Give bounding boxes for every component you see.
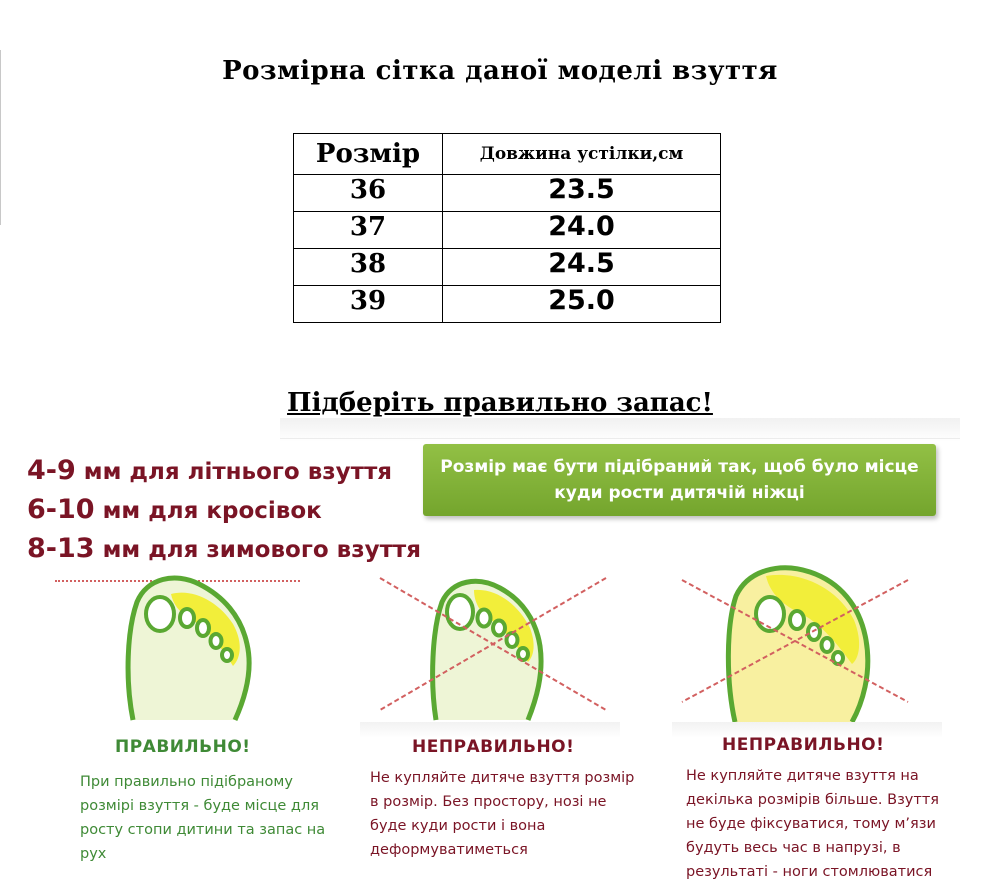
verdict-too-large: НЕПРАВИЛЬНО!: [722, 735, 885, 755]
description-correct: [80, 770, 350, 866]
reserve-range: 6-10: [27, 494, 95, 525]
description-line: будуть весь час в напрузі, в: [686, 840, 901, 856]
tip-box: [423, 444, 936, 516]
size-header: Розмір: [294, 134, 443, 175]
size-cell: 38: [294, 249, 443, 286]
reserve-label: мм для зимового взуття: [94, 537, 421, 563]
description-line: деформуватиметься: [370, 842, 528, 858]
description-too-large: [686, 764, 976, 884]
table-row: [294, 212, 721, 249]
table-row: [294, 249, 721, 286]
reserve-sneakers: [27, 494, 322, 525]
guide-line: [280, 438, 960, 439]
reserve-label: мм для літнього взуття: [75, 459, 393, 485]
length-cell: 24.5: [443, 249, 721, 286]
description-line: декілька розмірів більше. Взуття: [686, 792, 939, 808]
description-line: рух: [80, 846, 107, 862]
foot-too-large-icon: [680, 562, 910, 722]
table-row: [294, 175, 721, 212]
description-line: При правильно підібраному: [80, 774, 293, 790]
length-cell: 25.0: [443, 286, 721, 323]
reserve-winter: [27, 533, 421, 564]
size-cell: 36: [294, 175, 443, 212]
reserve-label: мм для кросівок: [94, 498, 322, 524]
reserve-range: 8-13: [27, 533, 95, 564]
description-line: розмірі взуття - буде місце для: [80, 798, 319, 814]
description-line: буде куди рости і вона: [370, 818, 546, 834]
tip-line-2: куди рости дитячій ніжці: [554, 483, 805, 503]
foot-too-tight-icon: [378, 570, 608, 720]
length-header: Довжина устілки,см: [443, 134, 721, 175]
tip-line-1: Розмір має бути підібраний так, щоб було місце: [440, 457, 919, 477]
description-too-tight: [370, 766, 660, 862]
verdict-too-tight: НЕПРАВИЛЬНО!: [412, 737, 575, 757]
table-row: [294, 286, 721, 323]
size-table: [293, 133, 721, 323]
reserve-summer: [27, 455, 392, 486]
length-cell: 24.0: [443, 212, 721, 249]
description-line: не буде фіксуватися, тому м’язи: [686, 816, 936, 832]
description-line: росту стопи дитини та запас на: [80, 822, 326, 838]
subtitle: Підберіть правильно запас!: [287, 388, 713, 418]
table-header-row: [294, 134, 721, 175]
reserve-range: 4-9: [27, 455, 76, 486]
page-title: Розмірна сітка даної моделі взуття: [222, 56, 778, 86]
size-cell: 37: [294, 212, 443, 249]
verdict-correct: ПРАВИЛЬНО!: [115, 737, 251, 757]
length-cell: 23.5: [443, 175, 721, 212]
panel-fade: [360, 722, 620, 738]
description-line: результаті - ноги стомлюватися: [686, 864, 933, 880]
description-line: в розмір. Без простору, нозі не: [370, 794, 607, 810]
description-line: Не купляйте дитяче взуття на: [686, 768, 919, 784]
description-line: Не купляйте дитяче взуття розмір: [370, 770, 635, 786]
foot-correct-icon: [115, 570, 265, 720]
size-cell: 39: [294, 286, 443, 323]
